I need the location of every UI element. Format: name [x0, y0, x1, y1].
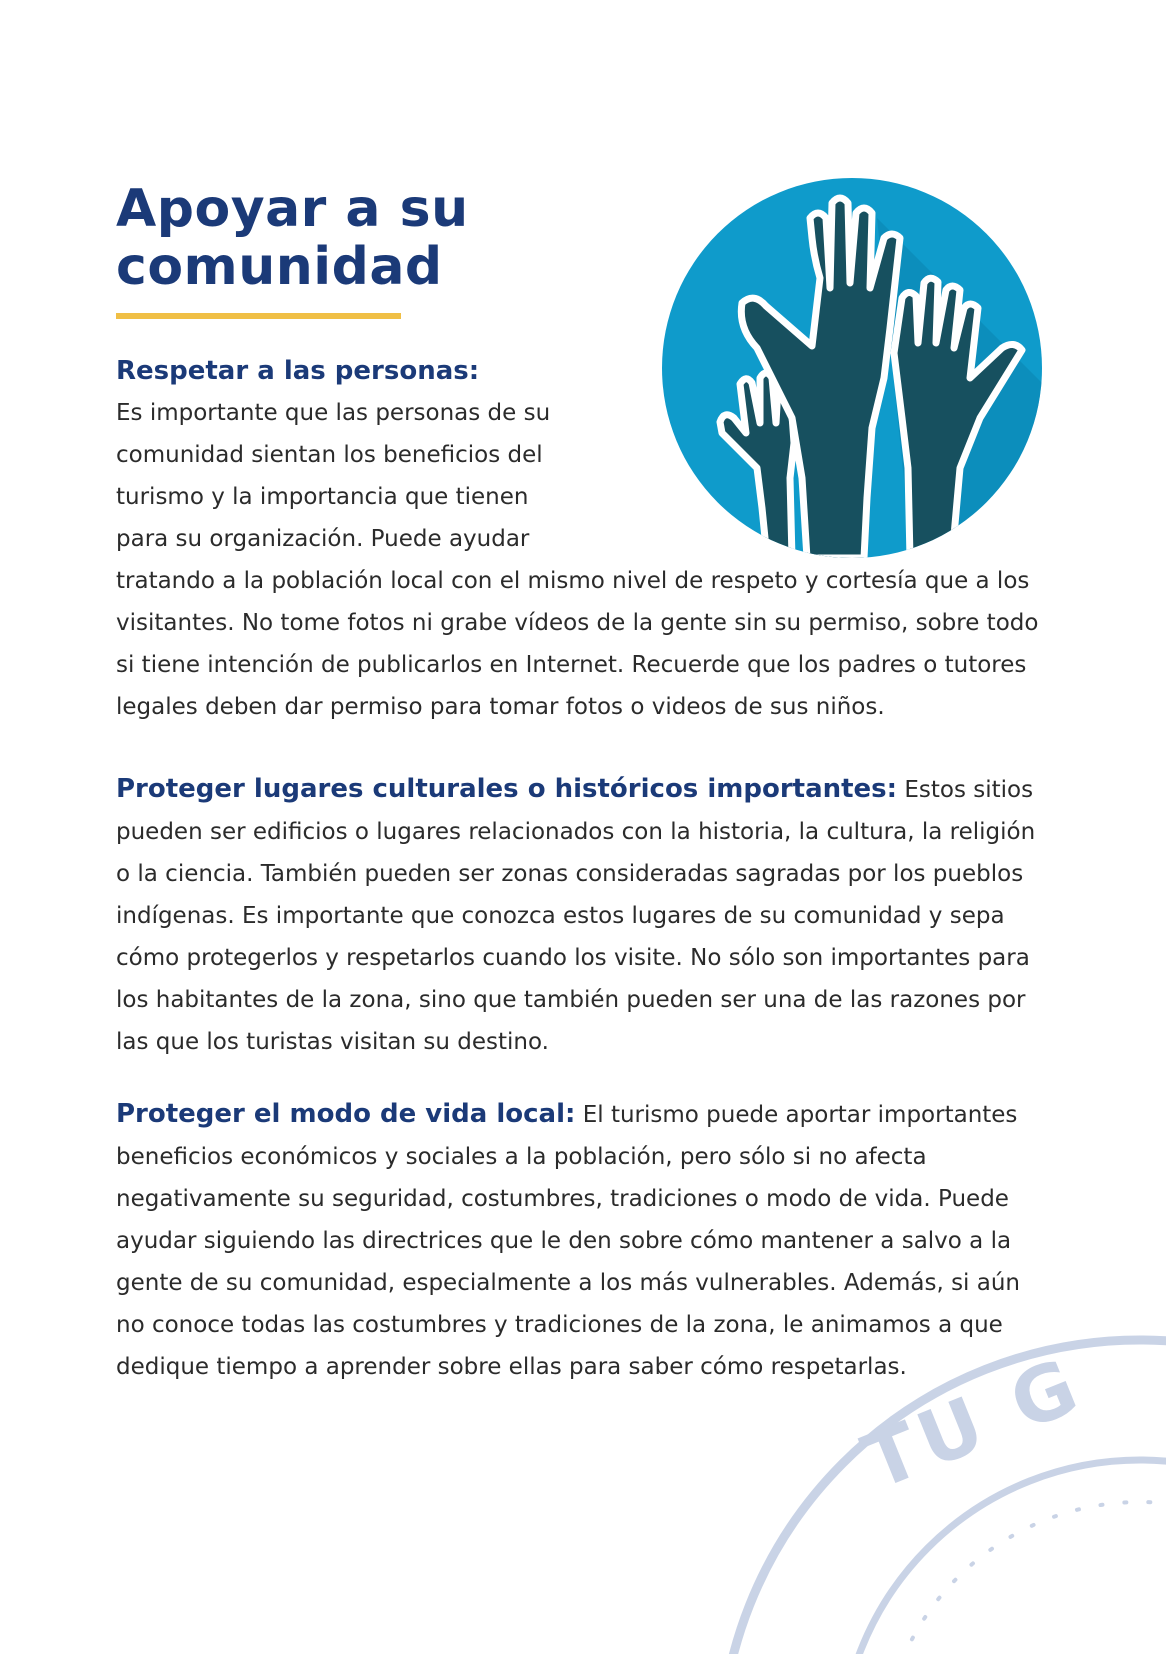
paragraph-line: indígenas. Es importante que conozca estos lugares de su comunidad y sepa [116, 903, 1005, 929]
section-heading: Proteger lugares culturales o históricos importantes: [116, 774, 898, 804]
paragraph-line: para su organización. Puede ayudar [116, 526, 530, 552]
paragraph-first-line [116, 1093, 1062, 1136]
paragraph-line: cómo protegerlos y respetarlos cuando los visite. No sólo son importantes para [116, 945, 1030, 971]
section-heading: Respetar a las personas: [116, 356, 480, 386]
paragraph-line: no conoce todas las costumbres y tradiciones de la zona, le animamos a que [116, 1312, 1003, 1338]
seal-text: TU G [851, 1339, 1095, 1507]
paragraph-line: turismo y la importancia que tienen [116, 484, 529, 510]
paragraph-line: dedique tiempo a aprender sobre ellas para saber cómo respetarlas. [116, 1354, 907, 1380]
paragraph-line: las que los turistas visitan su destino. [116, 1029, 549, 1055]
paragraph-line: visitantes. No tome fotos ni grabe vídeos de la gente sin su permiso, sobre todo [116, 610, 1039, 636]
paragraph-line: si tiene intención de publicarlos en Internet. Recuerde que los padres o tutores [116, 652, 1027, 678]
title-underline [116, 313, 401, 319]
page-title-line-2: comunidad [116, 237, 443, 297]
paragraph-line: tratando a la población local con el mismo nivel de respeto y cortesía que a los [116, 568, 1030, 594]
page-title-line-1: Apoyar a su [116, 179, 469, 239]
paragraph-line: pueden ser edificios o lugares relacionados con la historia, la cultura, la religión [116, 819, 1036, 845]
paragraph-line: ayudar siguiendo las directrices que le den sobre cómo mantener a salvo a la [116, 1228, 1012, 1254]
paragraph-first-line [116, 768, 1062, 811]
paragraph-line: Es importante que las personas de su [116, 400, 551, 426]
paragraph-line: o la ciencia. También pueden ser zonas consideradas sagradas por los pueblos [116, 861, 1024, 887]
paragraph-line: negativamente su seguridad, costumbres, tradiciones o modo de vida. Puede [116, 1186, 1009, 1212]
paragraph-line: legales deben dar permiso para tomar fotos o videos de sus niños. [116, 694, 885, 720]
page-title [116, 180, 596, 296]
paragraph-line: beneficios económicos y sociales a la población, pero sólo si no afecta [116, 1144, 927, 1170]
paragraph-lead-text: El turismo puede aportar importantes [582, 1102, 1018, 1128]
section-lugares-culturales [116, 768, 1062, 1063]
paragraph-line: gente de su comunidad, especialmente a los más vulnerables. Además, si aún [116, 1270, 1021, 1296]
section-respetar [116, 350, 1062, 728]
seal-watermark [620, 1280, 1166, 1654]
paragraph-line: comunidad sientan los beneficios del [116, 442, 543, 468]
paragraph-lead-text: Estos sitios [904, 777, 1034, 803]
section-heading: Proteger el modo de vida local: [116, 1099, 576, 1129]
paragraph-line: los habitantes de la zona, sino que también pueden ser una de las razones por [116, 987, 1026, 1013]
